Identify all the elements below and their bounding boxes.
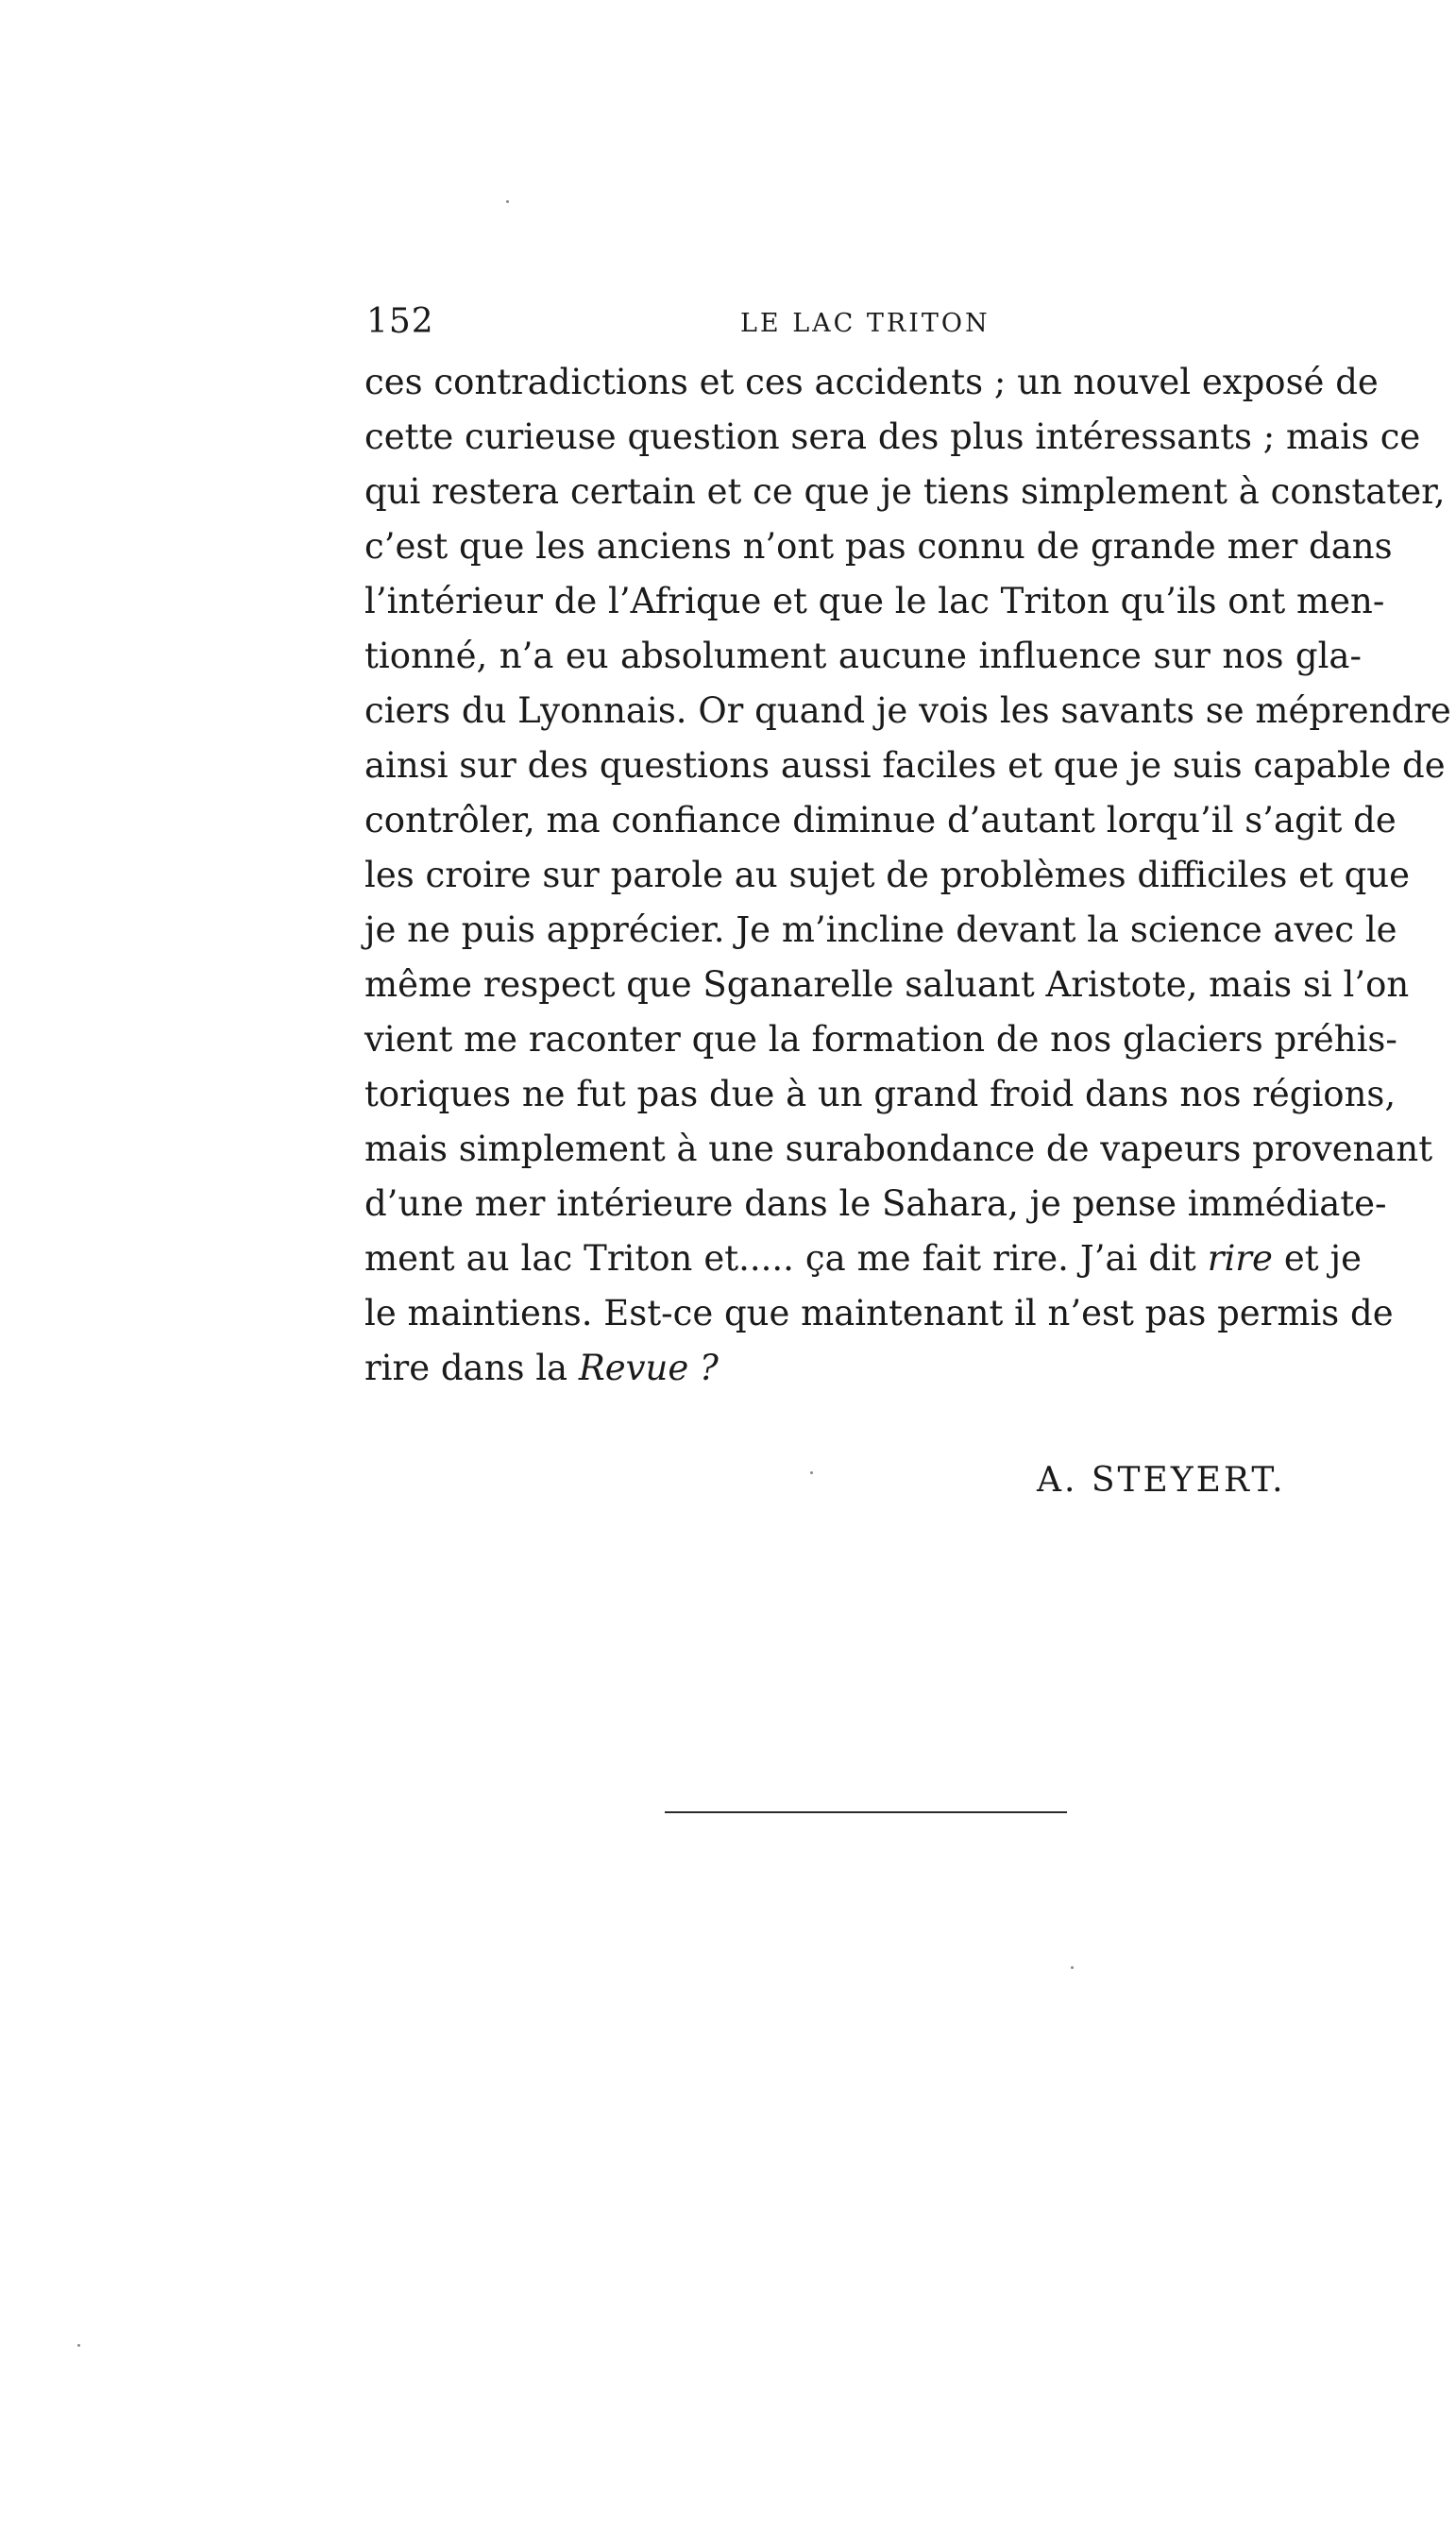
text-line: cette curieuse question sera des plus intéressants ; mais ce xyxy=(364,416,1421,457)
running-title: LE LAC TRITON xyxy=(740,309,990,338)
text-line: ainsi sur des questions aussi faciles et que je suis capable de xyxy=(364,745,1446,786)
italic-word-rire: rire xyxy=(1207,1238,1273,1279)
text-line-last xyxy=(364,1341,1362,1396)
text-line: qui restera certain et ce que je tiens simplement à constater, xyxy=(364,471,1446,512)
body-paragraph xyxy=(364,355,1451,1396)
text-line: mais simplement à une surabondance de vapeurs provenant xyxy=(364,1129,1433,1169)
text-run: rire dans la xyxy=(364,1348,579,1388)
page-number: 152 xyxy=(366,302,434,341)
text-line: le maintiens. Est-ce que maintenant il n’est pas permis de xyxy=(364,1293,1394,1333)
text-line: je ne puis apprécier. Je m’incline devant la science avec le xyxy=(364,909,1397,950)
end-rule-divider xyxy=(665,1811,1067,1813)
text-run: ment au lac Triton et..... ça me fait rire. J’ai dit xyxy=(364,1238,1208,1279)
text-line: c’est que les anciens n’ont pas connu de grande mer dans xyxy=(364,526,1393,567)
text-line: vient me raconter que la formation de nos glaciers préhis- xyxy=(364,1019,1397,1060)
paper-speck xyxy=(506,200,509,203)
text-line: l’intérieur de l’Afrique et que le lac Triton qu’ils ont men- xyxy=(364,581,1385,621)
text-line: contrôler, ma confiance diminue d’autant lorqu’il s’agit de xyxy=(364,800,1397,841)
text-line: ciers du Lyonnais. Or quand je vois les savants se méprendre xyxy=(364,690,1451,731)
running-head xyxy=(366,298,1341,346)
text-line: d’une mer intérieure dans le Sahara, je pense immédiate- xyxy=(364,1183,1387,1224)
text-line: les croire sur parole au sujet de problèmes difficiles et que xyxy=(364,855,1411,895)
italic-title-revue: Revue ? xyxy=(578,1348,719,1388)
text-line: même respect que Sganarelle saluant Aristote, mais si l’on xyxy=(364,964,1410,1005)
text-run: et je xyxy=(1272,1238,1363,1279)
paper-speck xyxy=(77,2344,80,2347)
paper-speck xyxy=(810,1471,813,1474)
text-line: tionné, n’a eu absolument aucune influence sur nos gla- xyxy=(364,636,1362,676)
text-line xyxy=(364,1231,1362,1286)
text-line: toriques ne fut pas due à un grand froid dans nos régions, xyxy=(364,1074,1397,1114)
author-signature: A. STEYERT. xyxy=(1037,1461,1286,1500)
text-line: ces contradictions et ces accidents ; un nouvel exposé de xyxy=(364,362,1379,402)
paper-speck xyxy=(1071,1966,1074,1969)
